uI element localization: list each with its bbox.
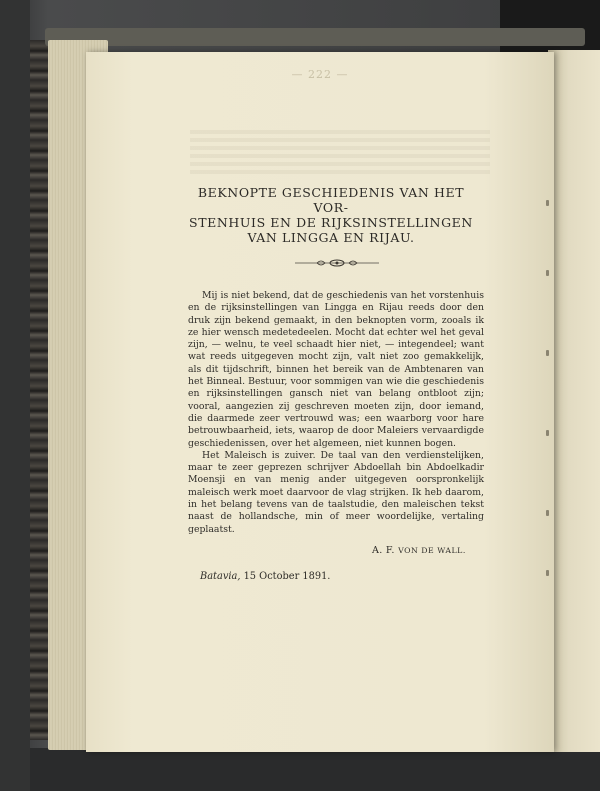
binding-stitches (540, 180, 554, 580)
paragraph: Het Maleisch is zuiver. De taal van den verdienstelijken, maar te zeer geprezen schrijver Abdoellah bin Abdoelkadir Moensji en van menig ander uitgegeven oorspronkelijk maleisch werk moet daarvoor de vlag strijken. Ik heb daarom, in het belang tevens van de taalstudie, den maleischen tekst naast de hollandsche, min of meer woordelijke, vertaling geplaatst. (188, 449, 484, 535)
author-surname: VON DE WALL. (398, 546, 466, 555)
date: 15 October 1891. (243, 571, 331, 582)
heading-line: BEKNOPTE GESCHIEDENIS VAN HET VOR- (197, 185, 465, 215)
book-cover-edge (45, 28, 585, 46)
heading-line: VAN LINGGA EN RIJAU. (247, 230, 415, 245)
ornament-divider-icon (295, 258, 379, 268)
heading-line: STENHUIS EN DE RIJKSINSTELLINGEN (189, 215, 473, 230)
bleed-through-text (190, 130, 490, 174)
body-text (188, 290, 484, 536)
facing-page (548, 50, 600, 752)
table-surface (0, 748, 600, 791)
place: Batavia, (200, 571, 241, 582)
author-signature (372, 545, 466, 556)
chapter-heading (186, 185, 476, 245)
page-number: — 222 — (291, 68, 349, 81)
author-initials: A. F. (372, 545, 395, 556)
dateline (200, 571, 330, 582)
paragraph: Mij is niet bekend, dat de geschiedenis van het vorstenhuis en de rijksinstellingen van Lingga en Rijau reeds door den druk zijn bekend gemaakt, in den beknopten vorm, zooals ik ze hier wensch medetedeelen. Mocht dat echter wel het geval zijn, — welnu, te veel schaadt hier niet, — integendeel; want wat reeds uitgegeven mocht zijn, valt niet zoo gemakkelijk, als dit tijdschrift, binnen het bereik van de Ambtenaren van het Binneal. Bestuur, voor sommigen van wie die geschiedenis en rijksinstellingen gansch niet van belang ontbloot zijn; vooral, aangezien zij geschreven moeten zijn, door iemand, die daarmede zeer vertrouwd was; een waarborg voor hare betrouwbaarheid, iets, waarop de door Maleiers vervaardigde geschiedenissen, over het algemeen, niet kunnen bogen. (188, 290, 484, 449)
background-left (0, 0, 30, 791)
